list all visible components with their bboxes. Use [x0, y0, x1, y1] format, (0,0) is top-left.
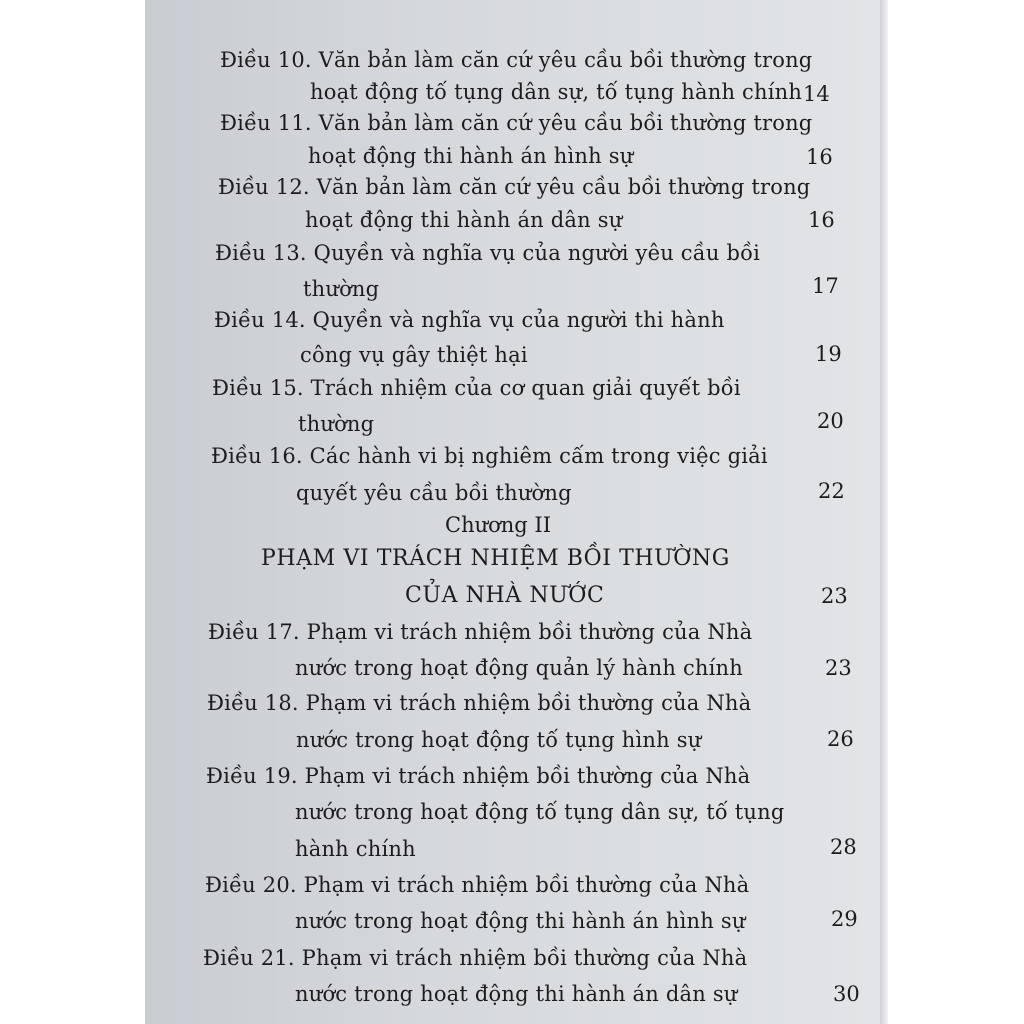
toc-entry-15-line2: thường: [298, 412, 375, 436]
toc-entry-16-page: 22: [818, 479, 845, 503]
toc-entry-16-line1: Điều 16. Các hành vi bị nghiêm cấm trong việc giải: [211, 444, 768, 468]
toc-entry-11-line1: Điều 11. Văn bản làm căn cứ yêu cầu bồi thường trong: [220, 111, 813, 135]
table-of-contents: [145, 0, 880, 1024]
toc-entry-10-line2: hoạt động tố tụng dân sự, tố tụng hành chính: [310, 80, 803, 104]
toc-entry-18-line2: nước trong hoạt động tố tụng hình sự: [296, 728, 702, 752]
page-edge: [880, 0, 888, 1024]
chapter-page: 23: [821, 584, 848, 608]
toc-entry-18-line1: Điều 18. Phạm vi trách nhiệm bồi thường của Nhà: [207, 691, 752, 715]
book-page: [145, 0, 880, 1024]
toc-entry-10-line1: Điều 10. Văn bản làm căn cứ yêu cầu bồi thường trong: [220, 48, 813, 72]
toc-entry-14-page: 19: [815, 342, 842, 366]
toc-entry-17-line2: nước trong hoạt động quản lý hành chính: [295, 656, 743, 680]
toc-entry-13-line2: thường: [303, 277, 380, 301]
chapter-label: Chương II: [445, 513, 551, 537]
toc-entry-18-page: 26: [827, 727, 854, 751]
toc-entry-14-line2: công vụ gây thiệt hại: [300, 343, 528, 367]
toc-entry-19-line1: Điều 19. Phạm vi trách nhiệm bồi thường của Nhà: [206, 764, 751, 788]
toc-entry-20-line1: Điều 20. Phạm vi trách nhiệm bồi thường của Nhà: [205, 873, 750, 897]
toc-entry-20-page: 29: [831, 907, 858, 931]
toc-entry-12-line2: hoạt động thi hành án dân sự: [305, 208, 623, 232]
toc-entry-11-line2: hoạt động thi hành án hình sự: [308, 144, 634, 168]
toc-entry-15-line1: Điều 15. Trách nhiệm của cơ quan giải quyết bồi: [212, 376, 741, 400]
toc-entry-19-line2: nước trong hoạt động tố tụng dân sự, tố tụng: [295, 800, 785, 824]
toc-entry-21-line1: Điều 21. Phạm vi trách nhiệm bồi thường của Nhà: [203, 946, 748, 970]
toc-entry-14-line1: Điều 14. Quyền và nghĩa vụ của người thi hành: [214, 308, 725, 332]
toc-entry-19-page: 28: [830, 835, 857, 859]
chapter-title-line1: PHẠM VI TRÁCH NHIỆM BỒI THƯỜNG: [261, 546, 730, 571]
toc-entry-19-line3: hành chính: [295, 837, 416, 861]
toc-entry-21-line2: nước trong hoạt động thi hành án dân sự: [295, 982, 738, 1006]
toc-entry-17-page: 23: [825, 656, 852, 680]
toc-entry-16-line2: quyết yêu cầu bồi thường: [296, 481, 572, 505]
toc-entry-11-page: 16: [806, 145, 833, 169]
toc-entry-17-line1: Điều 17. Phạm vi trách nhiệm bồi thường của Nhà: [208, 620, 753, 644]
toc-entry-13-page: 17: [812, 274, 839, 298]
toc-entry-10-page: 14: [803, 82, 830, 106]
chapter-title-line2: CỦA NHÀ NƯỚC: [405, 583, 605, 608]
toc-entry-20-line2: nước trong hoạt động thi hành án hình sự: [295, 909, 746, 933]
toc-entry-13-line1: Điều 13. Quyền và nghĩa vụ của người yêu cầu bồi: [215, 241, 761, 265]
toc-entry-12-line1: Điều 12. Văn bản làm căn cứ yêu cầu bồi thường trong: [218, 175, 811, 199]
toc-entry-15-page: 20: [817, 409, 844, 433]
toc-entry-21-page: 30: [833, 982, 860, 1006]
toc-entry-12-page: 16: [808, 208, 835, 232]
